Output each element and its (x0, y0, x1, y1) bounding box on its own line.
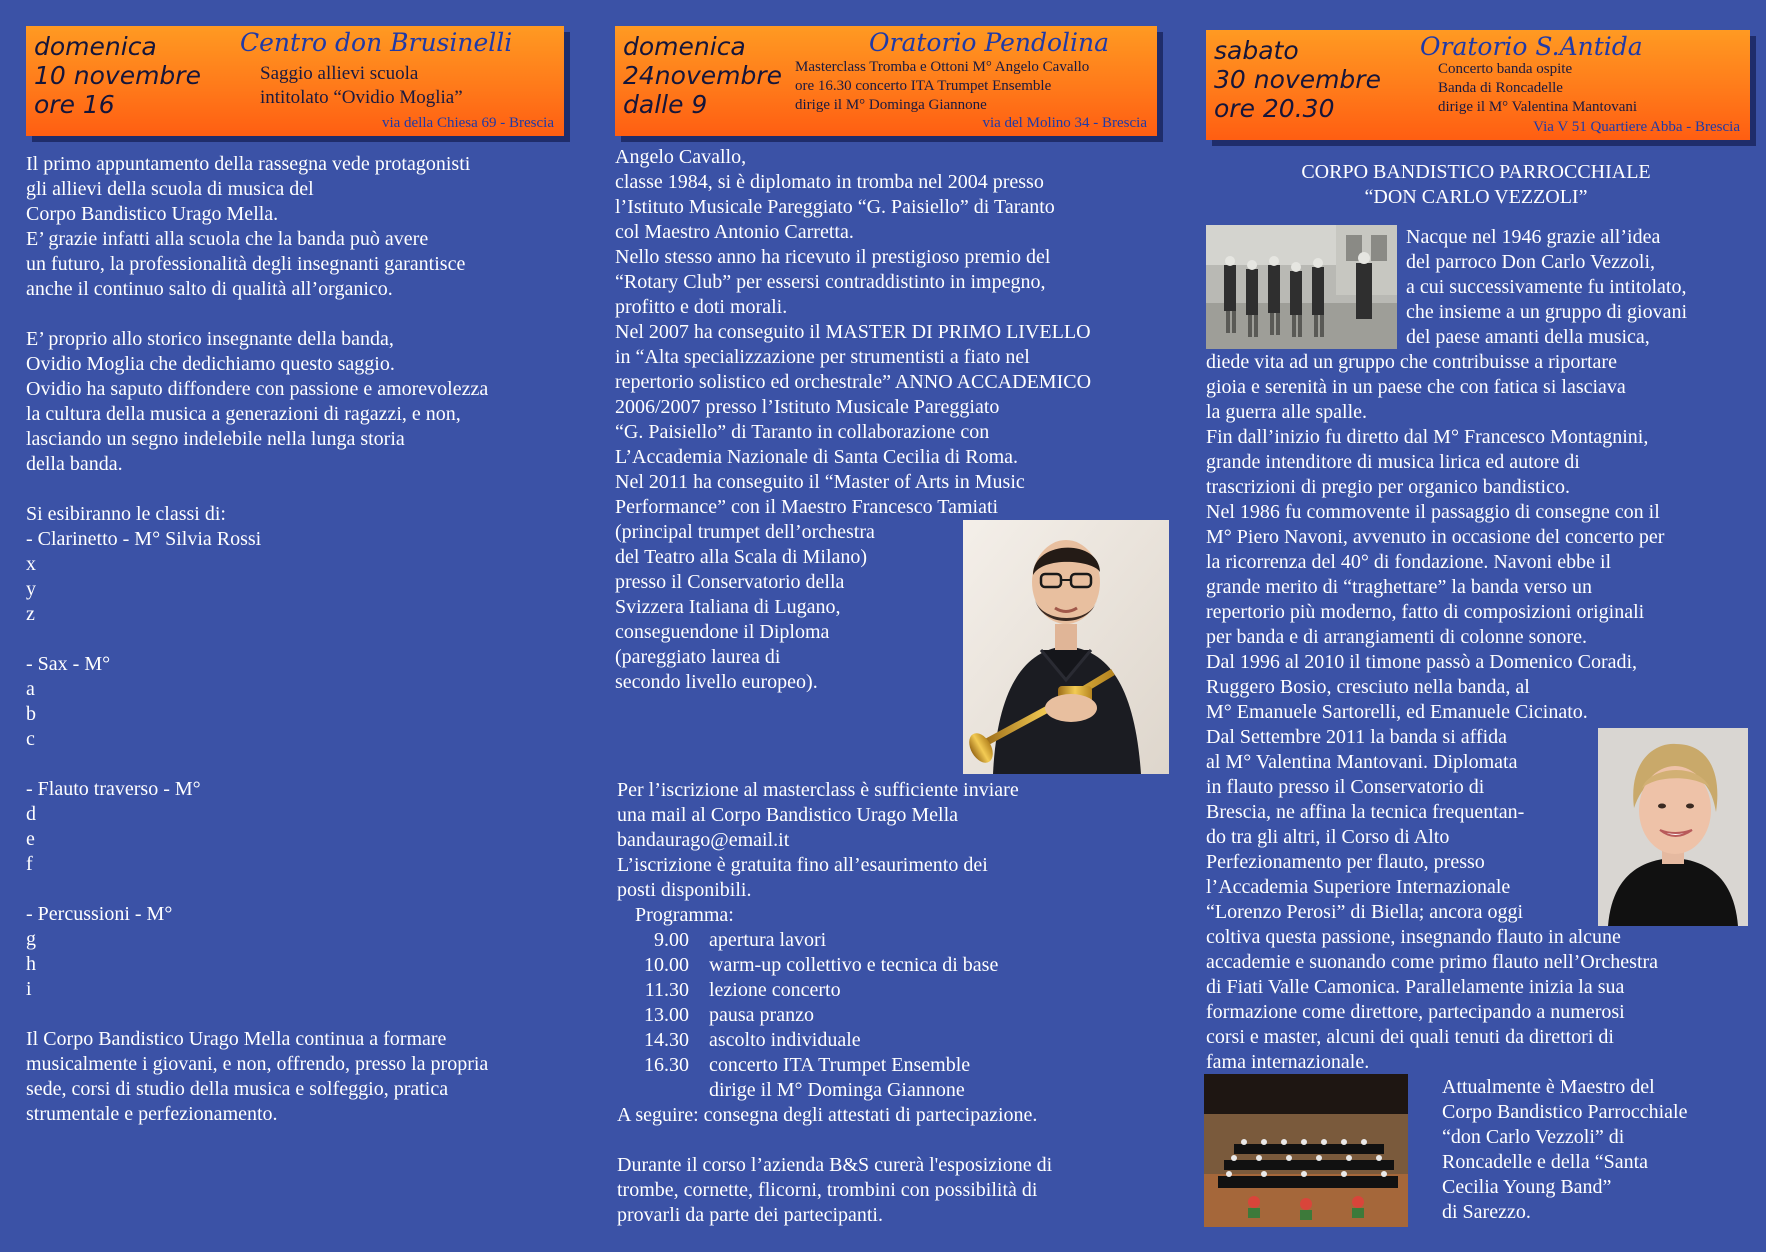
event-banner-3 (1206, 30, 1750, 140)
director-portrait-photo (1598, 728, 1748, 926)
band-concert-photo (1204, 1074, 1408, 1227)
program (617, 903, 1177, 1103)
event-address: via del Molino 34 - Brescia (982, 115, 1147, 131)
trumpet-player-photo (963, 520, 1169, 774)
event-banner-2 (615, 26, 1157, 136)
program-row: 9.00 apertura lavori (654, 929, 827, 951)
event-address: Via V 51 Quartiere Abba - Brescia (1533, 119, 1740, 135)
bio-cavallo-side: (principal trumpet dell’orchestra del Teatro alla Scala di Milano) presso il Conservatorio della Svizzera Italiana di Lugano, conseguendone il Diploma (pareggiato laurea di secondo livello europeo). (615, 521, 875, 693)
event-venue: Centro don Brusinelli (240, 28, 513, 57)
band-history-d: coltiva questa passione, insegnando flauto in alcune accademie e suonando come primo flauto nell’Orchestra di Fiati Valle Camonica. Parallelamente inizia la sua formazione come direttore, partecipando a numerosi corsi e master, alcuni dei quali tenuti da direttori di fama internazionale. (1206, 926, 1659, 1073)
column-3 (1178, 0, 1766, 1252)
program-list (617, 928, 1177, 1103)
event-date: domenica 24novembre dalle 9 (623, 32, 783, 119)
bio-cavallo-top: Angelo Cavallo, classe 1984, si è diplomato in tromba nel 2004 presso l’Istituto Musicale Pareggiato “G. Paisiello” di Taranto col Maestro Antonio Carretta. Nello stesso anno ha ricevuto il prestigioso premio del “Rotary Club” per essersi contraddistinto in impegno, profitto e doti morali. Nel 2007 ha conseguito il MASTER DI PRIMO LIVELLO in “Alta specializzazione per strumentisti a fiato nel repertorio solistico ed orchestrale” ANNO ACCADEMICO 2006/2007 presso l’Istituto Musicale Pareggiato “G. Paisiello” di Taranto in collaborazione con L’Accademia Nazionale di Santa Cecilia di Roma. Nel 2011 ha conseguito il “Master of Arts in Music Performance” con il Maestro Francesco Tamiati (615, 146, 1092, 518)
column-1 (0, 0, 588, 1252)
event-date: sabato 30 novembre ore 20.30 (1214, 36, 1381, 123)
event-description: Saggio allievi scuola intitolato “Ovidio Moglia” (260, 63, 463, 108)
band-history-b: diede vita ad un gruppo che contribuisse a riportare gioia e serenità in un paese che con fatica si lasciava la guerra alle spalle. Fin dall’inizio fu diretto dal M° Francesco Montagnini, grande intenditore di musica lirica ed autore di trascrizioni di pregio per organico bandistico. Nel 1986 fu commovente il passaggio di consegne con il M° Piero Navoni, avvenuto in occasione del concerto per la ricorrenza del 40° di fondazione. Navoni ebbe il grande merito di “traghettare” la banda verso un repertorio più moderno, fatto di composizioni originali per banda e di arrangiamenti di colonne sonore. Dal 1996 al 2010 il timone passò a Domenico Coradi, Ruggero Bosio, cresciuto nella banda, al M° Emanuele Sartorelli, ed Emanuele Cicinato. (1206, 351, 1665, 723)
program-row: 13.00 pausa pranzo (644, 1004, 814, 1026)
program-row: 10.00 warm-up collettivo e tecnica di base (644, 954, 999, 976)
event-venue: Oratorio S.Antida (1420, 32, 1643, 61)
band-history-e: Attualmente è Maestro del Corpo Bandistico Parrocchiale “don Carlo Vezzoli” di Roncadelle e della “Santa Cecilia Young Band” di Sarezzo. (1442, 1076, 1688, 1223)
program-row: 14.30 ascolto individuale (644, 1029, 861, 1051)
band-heading: CORPO BANDISTICO PARROCCHIALE “DON CARLO VEZZOLI” (1301, 161, 1651, 208)
event-description: Concerto banda ospite Banda di Roncadelle dirige il M° Valentina Mantovani (1438, 61, 1638, 115)
event-date: domenica 10 novembre ore 16 (34, 32, 201, 119)
program-row: 16.30 concerto ITA Trumpet Ensemble (644, 1054, 971, 1076)
event-address: via della Chiesa 69 - Brescia (381, 115, 554, 131)
program-title: Programma: (635, 904, 734, 926)
column-2 (588, 0, 1178, 1252)
closing-text: A seguire: consegna degli attestati di partecipazione. Durante il corso l’azienda B&S curerà l'esposizione di trombe, cornette, flicorni, trombini con possibilità di provarli da parte dei partecipanti. (617, 1104, 1053, 1226)
enrollment-text: Per l’iscrizione al masterclass è sufficiente inviare una mail al Corpo Bandistico Urago Mella bandaurago@email.it L’iscrizione è gratuita fino all’esaurimento dei posti disponibili. (617, 779, 1019, 901)
band-history-c: Dal Settembre 2011 la banda si affida al M° Valentina Mantovani. Diplomata in flauto presso il Conservatorio di Brescia, ne affina la tecnica frequentan- do tra gli altri, il Corso di Alto Perfezionamento per flauto, presso l’Accademia Superiore Internazionale “Lorenzo Perosi” di Biella; ancora oggi (1206, 726, 1525, 923)
saggio-text: Il primo appuntamento della rassegna vede protagonisti gli allievi della scuola di musica del Corpo Bandistico Urago Mella. E’ grazie infatti alla scuola che la banda può avere un futuro, la professionalità degli insegnanti garantisce anche il continuo salto di qualità all’organico. E’ proprio allo storico insegnante della banda, Ovidio Moglia che dedichiamo questo saggio. Ovidio ha saputo diffondere con passione e amorevolezza la cultura della musica a generazioni di ragazzi, e non, lasciando un segno indelebile nella lunga storia della banda. Si esibiranno le classi di: - Clarinetto - M° Silvia Rossi x y z - Sax - M° a b c - Flauto traverso - M° d e f - Percussioni - M° g h i Il Corpo Bandistico Urago Mella continua a formare musicalmente i giovani, e non, offrendo, presso la propria sede, corsi di studio della musica e solfeggio, pratica strumentale e perfezionamento. (26, 153, 489, 1125)
program-row: 11.30 lezione concerto (644, 979, 841, 1001)
historic-band-photo (1206, 225, 1397, 349)
band-history-a: Nacque nel 1946 grazie all’idea del parroco Don Carlo Vezzoli, a cui successivamente fu intitolato, che insieme a un gruppo di giovani del paese amanti della musica, (1406, 226, 1688, 348)
event-venue: Oratorio Pendolina (869, 28, 1110, 57)
event-banner-1 (26, 26, 564, 136)
program-row: dirige il M° Dominga Giannone (709, 1079, 965, 1101)
event-description: Masterclass Tromba e Ottoni M° Angelo Cavallo ore 16.30 concerto ITA Trumpet Ensemble dirige il M° Dominga Giannone (795, 59, 1090, 113)
